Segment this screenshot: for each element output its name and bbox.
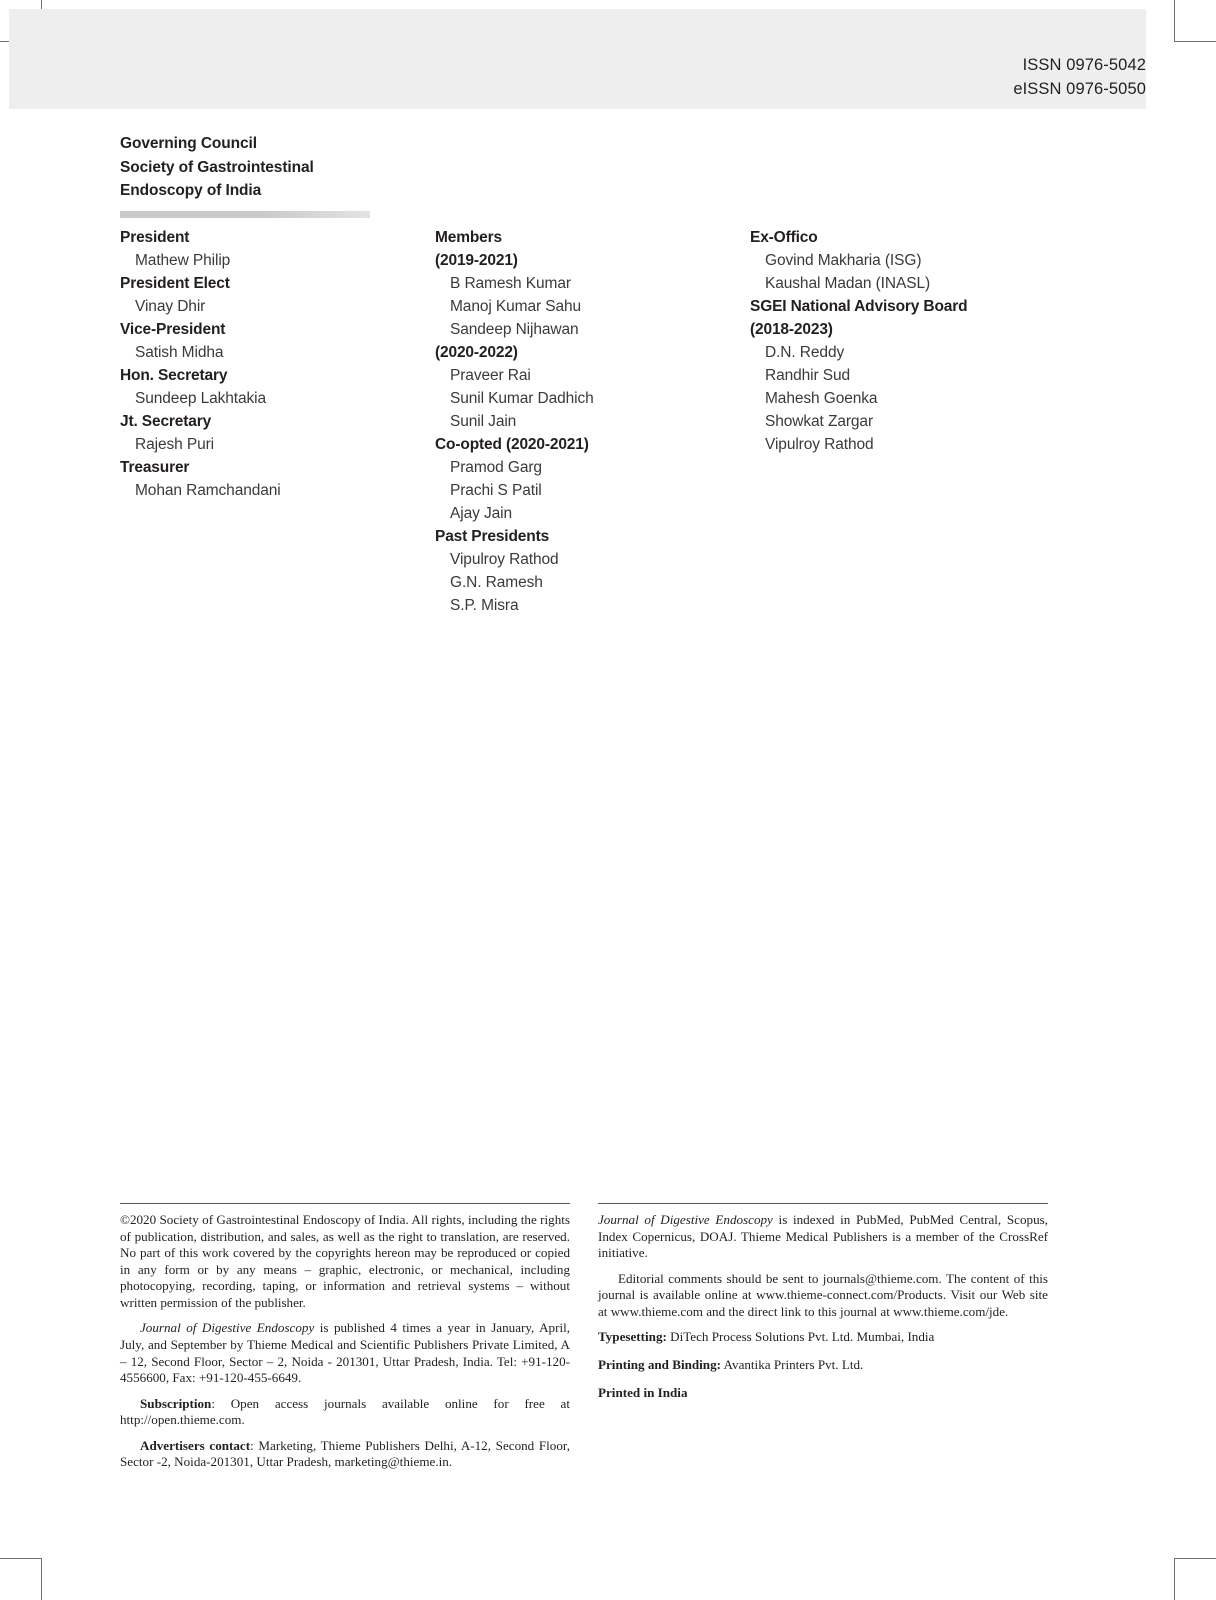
footer-column-copyright: [120, 1203, 570, 1471]
footer-column-indexing: [598, 1203, 1048, 1471]
council-member-name: Sunil Jain: [450, 413, 517, 431]
advertisers-paragraph: [120, 1438, 570, 1471]
council-member-name: Kaushal Madan (INASL): [765, 275, 931, 293]
advertisers-label: Advertisers contact: [140, 1437, 251, 1453]
council-member-name: Vinay Dhir: [135, 298, 206, 316]
crop-mark-bottom-right-horizontal: [1174, 1558, 1216, 1559]
council-member-name: G.N. Ramesh: [450, 574, 543, 592]
council-member-name: Praveer Rai: [450, 367, 531, 385]
masthead-line-3: Endoscopy of India: [120, 182, 262, 200]
council-member-name: Randhir Sud: [765, 367, 851, 385]
council-role-heading: President: [120, 229, 190, 246]
council-member-name: B Ramesh Kumar: [450, 275, 571, 293]
indexing-text: is indexed in PubMed, PubMed Central, Scopus, Index Copernicus, DOAJ. Thieme Medical Publishers is a member of the CrossRef initiative.: [598, 1212, 1048, 1261]
publication-frequency-text: is published 4 times a year in January, April, July, and September by Thieme Medical and Scientific Publishers Private Limited, A – 12, Second Floor, Sector – 2, Noida - 201301, Uttar Pradesh, India. Tel: +91-120-4556600, Fax: +91-120-455-6649.: [120, 1320, 571, 1386]
council-role-heading: Members: [435, 229, 503, 246]
council-member-name: Vipulroy Rathod: [765, 436, 874, 454]
typesetting-paragraph: [598, 1329, 1048, 1346]
council-column-ex-officio: [750, 226, 1080, 617]
printing-binding-paragraph: [598, 1357, 1048, 1374]
crop-mark-top-right-vertical: [1174, 0, 1175, 42]
council-role-heading: (2019-2021): [435, 252, 518, 270]
council-member-name: Vipulroy Rathod: [450, 551, 559, 569]
council-role-heading: Co-opted (2020-2021): [435, 436, 589, 454]
council-member-name: Showkat Zargar: [765, 413, 874, 431]
council-member-name: Prachi S Patil: [450, 482, 542, 500]
crop-mark-top-right-horizontal: [1174, 41, 1216, 42]
council-role-heading: Past Presidents: [435, 528, 550, 546]
council-role-heading: Vice-President: [120, 321, 226, 339]
council-role-heading: Treasurer: [120, 459, 190, 477]
issn-print: ISSN 0976-5042: [1022, 56, 1146, 74]
footer-divider-right: [598, 1203, 1048, 1204]
footer: [120, 1203, 1048, 1471]
council-column-officers: [120, 226, 435, 617]
crop-mark-bottom-left-vertical: [41, 1558, 42, 1600]
subscription-label: Subscription: [140, 1395, 212, 1411]
typesetting-value: DiTech Process Solutions Pvt. Ltd. Mumbai, India: [666, 1329, 935, 1345]
typesetting-label: Typesetting:: [598, 1329, 667, 1345]
council-role-heading: SGEI National Advisory Board: [750, 298, 968, 316]
governing-council-list: [120, 226, 1080, 617]
editorial-contact-paragraph: Editorial comments should be sent to journals@thieme.com. The content of this journal is available online at www.thieme-connect.com/Products. Visit our Web site at www.thieme.com and the direct link to this journal at www.thieme.com/jde.: [598, 1270, 1048, 1319]
council-role-heading: Ex-Offico: [750, 229, 818, 246]
masthead-divider: [120, 211, 370, 218]
printed-in-india: Printed in India: [598, 1384, 688, 1400]
indexing-paragraph: [598, 1212, 1048, 1262]
journal-title-italic-2: Journal of Digestive Endoscopy: [598, 1212, 773, 1227]
council-member-name: Sunil Kumar Dadhich: [450, 390, 594, 408]
council-member-name: Mahesh Goenka: [765, 390, 878, 408]
council-role-heading: Jt. Secretary: [120, 413, 212, 431]
crop-mark-bottom-right-vertical: [1174, 1558, 1175, 1600]
council-column-members: [435, 226, 750, 617]
council-member-name: Pramod Garg: [450, 459, 542, 477]
council-member-name: Rajesh Puri: [135, 436, 215, 454]
printing-binding-label: Printing and Binding:: [598, 1356, 721, 1372]
council-member-name: Mathew Philip: [135, 252, 231, 270]
subscription-text: : Open access journals available online for free at http://open.thieme.com.: [120, 1395, 570, 1428]
council-role-heading: President Elect: [120, 275, 230, 293]
council-member-name: Manoj Kumar Sahu: [450, 298, 582, 316]
masthead-line-2: Society of Gastrointestinal: [120, 158, 314, 176]
masthead: [120, 132, 380, 218]
advertisers-text: : Marketing, Thieme Publishers Delhi, A-12, Second Floor, Sector -2, Noida-201301, Uttar Pradesh, marketing@thieme.in.: [120, 1437, 570, 1470]
council-member-name: Sandeep Nijhawan: [450, 321, 579, 339]
masthead-line-1: Governing Council: [120, 135, 257, 152]
council-member-name: Ajay Jain: [450, 505, 512, 523]
publication-frequency-paragraph: [120, 1320, 570, 1386]
council-role-heading: Hon. Secretary: [120, 367, 228, 385]
council-role-heading: (2018-2023): [750, 321, 833, 339]
copyright-paragraph: ©2020 Society of Gastrointestinal Endoscopy of India. All rights, including the rights of publication, distribution, and sales, as well as the right to translation, are reserved. No part of this work covered by the copyrights hereon may be reproduced or copied in any form or by any means – graphic, electronic, or mechanical, including photocopying, recording, taping, or information and retrieval systems – without written permission of the publisher.: [120, 1212, 570, 1310]
council-member-name: Satish Midha: [135, 344, 224, 362]
council-member-name: Sundeep Lakhtakia: [135, 390, 267, 408]
council-member-name: Govind Makharia (ISG): [765, 252, 922, 270]
printing-binding-value: Avantika Printers Pvt. Ltd.: [720, 1356, 864, 1372]
council-member-name: D.N. Reddy: [765, 344, 845, 362]
issn-block: [1013, 54, 1146, 102]
footer-divider-left: [120, 1203, 570, 1204]
issn-electronic: eISSN 0976-5050: [1013, 79, 1146, 98]
council-member-name: Mohan Ramchandani: [135, 482, 281, 500]
header-band: [9, 9, 1146, 109]
journal-title-italic-1: Journal of Digestive Endoscopy: [140, 1320, 315, 1336]
crop-mark-bottom-left-horizontal: [0, 1558, 42, 1559]
subscription-paragraph: [120, 1396, 570, 1429]
council-member-name: S.P. Misra: [450, 597, 519, 615]
council-role-heading: (2020-2022): [435, 344, 518, 362]
